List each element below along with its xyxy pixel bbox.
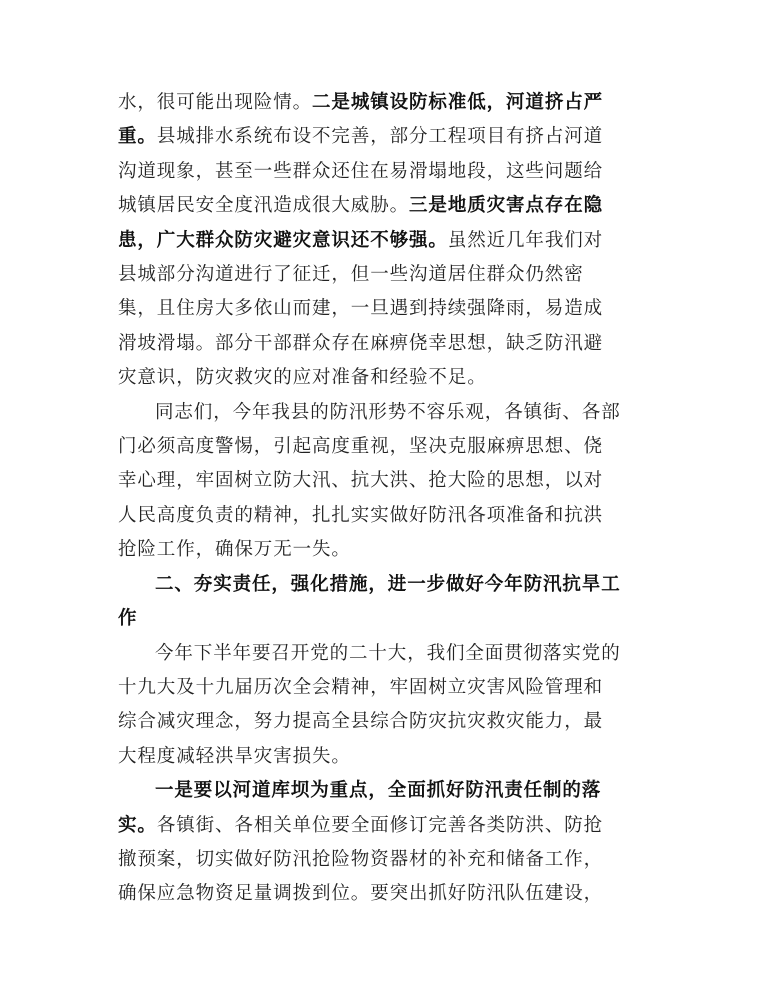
text-span: 幸心理，牢固树立防大汛、抗大洪、抢大险的思想，以对: [118, 470, 604, 492]
text-line: [118, 189, 656, 223]
text-span: 人民高度负责的精神，扎扎实实做好防汛各项准备和抗洪: [118, 504, 604, 526]
text-line: [118, 740, 656, 774]
text-line: [118, 224, 656, 258]
text-line: [118, 120, 656, 154]
text-line: [118, 809, 656, 843]
text-span: 撤预案，切实做好防汛抢险物资器材的补充和储备工作，: [118, 848, 604, 870]
section-heading-line: [118, 568, 656, 602]
bold-text-span: 三是地质灾害点存在隐: [409, 195, 604, 217]
text-span: 滑坡滑塌。部分干部群众存在麻痹侥幸思想，缺乏防汛避: [118, 332, 604, 354]
text-span: 城镇居民安全度汛造成很大威胁。: [118, 195, 410, 217]
text-span: 门必须高度警惕，引起高度重视，坚决克服麻痹思想、侥: [118, 436, 604, 458]
text-line: [118, 499, 656, 533]
text-line: [118, 258, 656, 292]
text-line: [118, 843, 656, 877]
bold-text-span: 二是城镇设防标准低，河道挤占严: [312, 92, 604, 113]
text-span: 同志们，今年我县的防汛形势不容乐观，各镇街、各部: [155, 401, 621, 423]
text-span: 县城排水系统布设不完善，部分工程项目有挤占河道: [156, 126, 604, 148]
text-span: 综合减灾理念，努力提高全县综合防灾抗灾救灾能力，最: [118, 711, 604, 733]
section-heading: 二、夯实责任，强化措施，进一步做好今年防汛抗旱工: [155, 573, 621, 595]
text-span: 虽然近几年我们对: [447, 229, 604, 251]
section-heading: 作: [118, 608, 138, 630]
text-span: 十九大及十九届历次全会精神，牢固树立灾害风险管理和: [118, 676, 604, 698]
document-body: [118, 86, 656, 912]
bold-text-span: 重。: [118, 126, 157, 148]
bold-text-span: 一是要以河道库坝为重点，全面抓好防汛责任制的落: [155, 780, 602, 802]
text-span: 确保应急物资足量调拨到位。要突出抓好防汛队伍建设，: [118, 883, 604, 905]
text-line: [118, 86, 656, 120]
text-line: [118, 877, 656, 911]
text-span: 水，很可能出现险情。: [118, 92, 313, 113]
text-span: 大程度减轻洪旱灾害损失。: [118, 745, 351, 767]
text-span: 各镇街、各相关单位要全面修订完善各类防洪、防抢: [156, 814, 604, 836]
text-line: [118, 430, 656, 464]
text-span: 今年下半年要召开党的二十大，我们全面贯彻落实党的: [155, 642, 621, 664]
text-line: [118, 361, 656, 395]
text-line: [118, 464, 656, 498]
text-line: [118, 155, 656, 189]
text-line: [118, 705, 656, 739]
paragraph-start-line: [118, 637, 656, 671]
text-line: [118, 671, 656, 705]
text-span: 集，且住房大多依山而建，一旦遇到持续强降雨，易造成: [118, 298, 604, 320]
text-span: 灾意识，防灾救灾的应对准备和经验不足。: [118, 367, 487, 389]
text-span: 县城部分沟道进行了征迁，但一些沟道居住群众仍然密: [118, 264, 584, 286]
bold-text-span: 实。: [118, 814, 157, 836]
text-span: 沟道现象，甚至一些群众还住在易滑塌地段，这些问题给: [118, 160, 604, 182]
paragraph-start-line: [118, 396, 656, 430]
section-heading-line: [118, 602, 656, 636]
text-line: [118, 327, 656, 361]
text-line: [118, 533, 656, 567]
text-span: 抢险工作，确保万无一失。: [118, 539, 351, 561]
paragraph-start-line: [118, 774, 656, 808]
bold-text-span: 患，广大群众防灾避灾意识还不够强。: [118, 229, 448, 251]
text-line: [118, 292, 656, 326]
